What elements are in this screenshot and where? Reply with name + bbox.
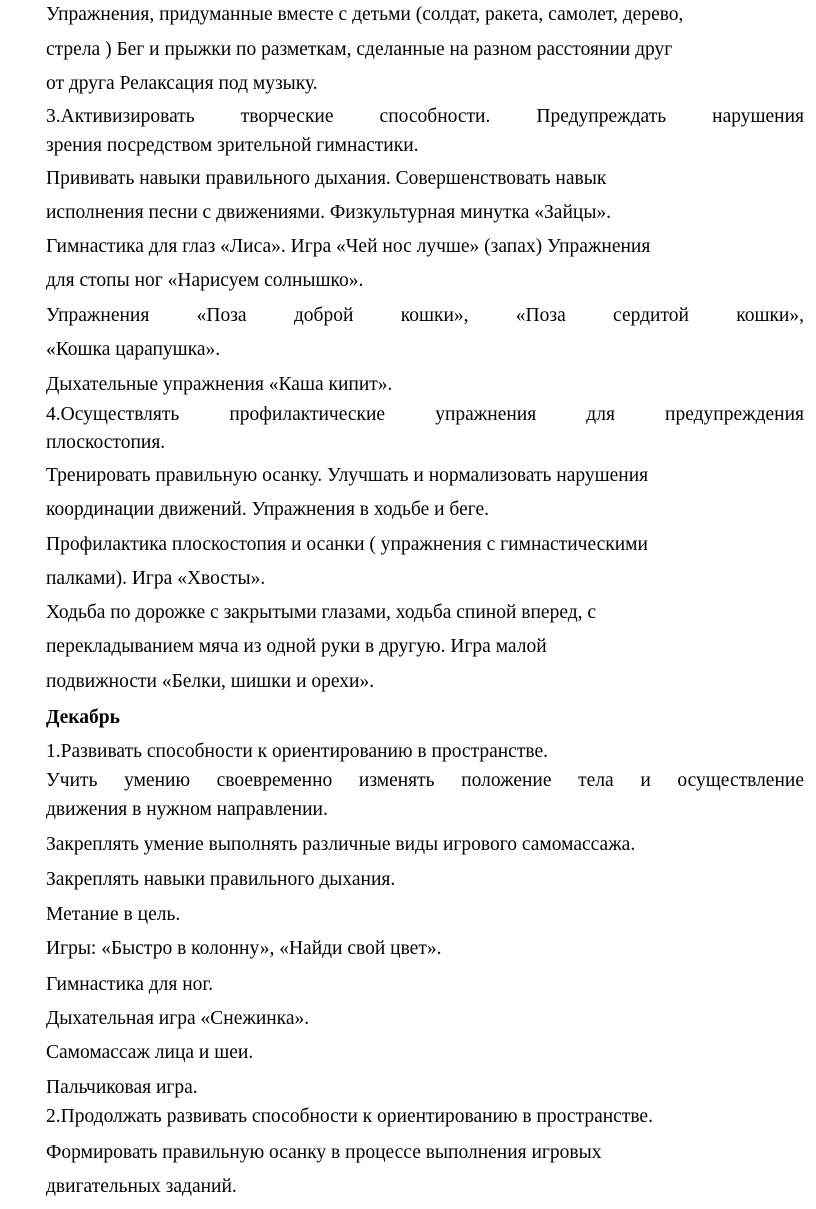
text-line: 3.Активизировать творческие способности. Предупреждать нарушения — [46, 106, 804, 127]
text-line: координации движений. Упражнения в ходьбе и беге. — [46, 499, 489, 520]
text-line: перекладыванием мяча из одной руки в другую. Игра малой — [46, 636, 547, 657]
text-line: Прививать навыки правильного дыхания. Совершенствовать навык — [46, 168, 607, 189]
text-line: 4.Осуществлять профилактические упражнения для предупреждения — [46, 404, 804, 425]
text-line: Самомассаж лица и шеи. — [46, 1042, 254, 1063]
text-line: Формировать правильную осанку в процессе выполнения игровых — [46, 1142, 602, 1163]
text-line: Упражнения, придуманные вместе с детьми (солдат, ракета, самолет, дерево, — [46, 4, 684, 25]
text-line: Закреплять навыки правильного дыхания. — [46, 869, 396, 890]
text-line: движения в нужном направлении. — [46, 799, 328, 820]
text-line: исполнения песни с движениями. Физкультурная минутка «Зайцы». — [46, 202, 612, 223]
text-line: Ходьба по дорожке с закрытыми глазами, ходьба спиной вперед, с — [46, 602, 597, 623]
text-line: Упражнения «Поза доброй кошки», «Поза сердитой кошки», — [46, 305, 804, 326]
text-line: Профилактика плоскостопия и осанки ( упражнения с гимнастическими — [46, 534, 648, 555]
section-heading: Декабрь — [46, 707, 120, 728]
text-line: стрела ) Бег и прыжки по разметкам, сделанные на разном расстоянии друг — [46, 39, 673, 60]
text-line: Учить умению своевременно изменять положение тела и осуществление — [46, 770, 804, 791]
text-line: Закреплять умение выполнять различные виды игрового самомассажа. — [46, 834, 636, 855]
text-line: плоскостопия. — [46, 432, 166, 453]
text-line: Метание в цель. — [46, 904, 181, 925]
text-line: 2.Продолжать развивать способности к ориентированию в пространстве. — [46, 1106, 653, 1127]
text-line: двигательных заданий. — [46, 1176, 237, 1197]
text-line: «Кошка царапушка». — [46, 339, 221, 360]
text-line: Дыхательная игра «Снежинка». — [46, 1008, 310, 1029]
text-line: Игры: «Быстро в колонну», «Найди свой цвет». — [46, 938, 442, 959]
text-line: Пальчиковая игра. — [46, 1077, 198, 1098]
text-line: Гимнастика для глаз «Лиса». Игра «Чей нос лучше» (запах) Упражнения — [46, 236, 651, 257]
text-line: Гимнастика для ног. — [46, 974, 214, 995]
text-line: палками). Игра «Хвосты». — [46, 568, 266, 589]
text-line: зрения посредством зрительной гимнастики. — [46, 135, 419, 156]
text-line: 1.Развивать способности к ориентированию в пространстве. — [46, 741, 548, 762]
text-line: Тренировать правильную осанку. Улучшать и нормализовать нарушения — [46, 465, 649, 486]
text-line: от друга Релаксация под музыку. — [46, 73, 318, 94]
text-line: Дыхательные упражнения «Каша кипит». — [46, 374, 393, 395]
text-line: для стопы ног «Нарисуем солнышко». — [46, 270, 364, 291]
text-line: подвижности «Белки, шишки и орехи». — [46, 671, 375, 692]
